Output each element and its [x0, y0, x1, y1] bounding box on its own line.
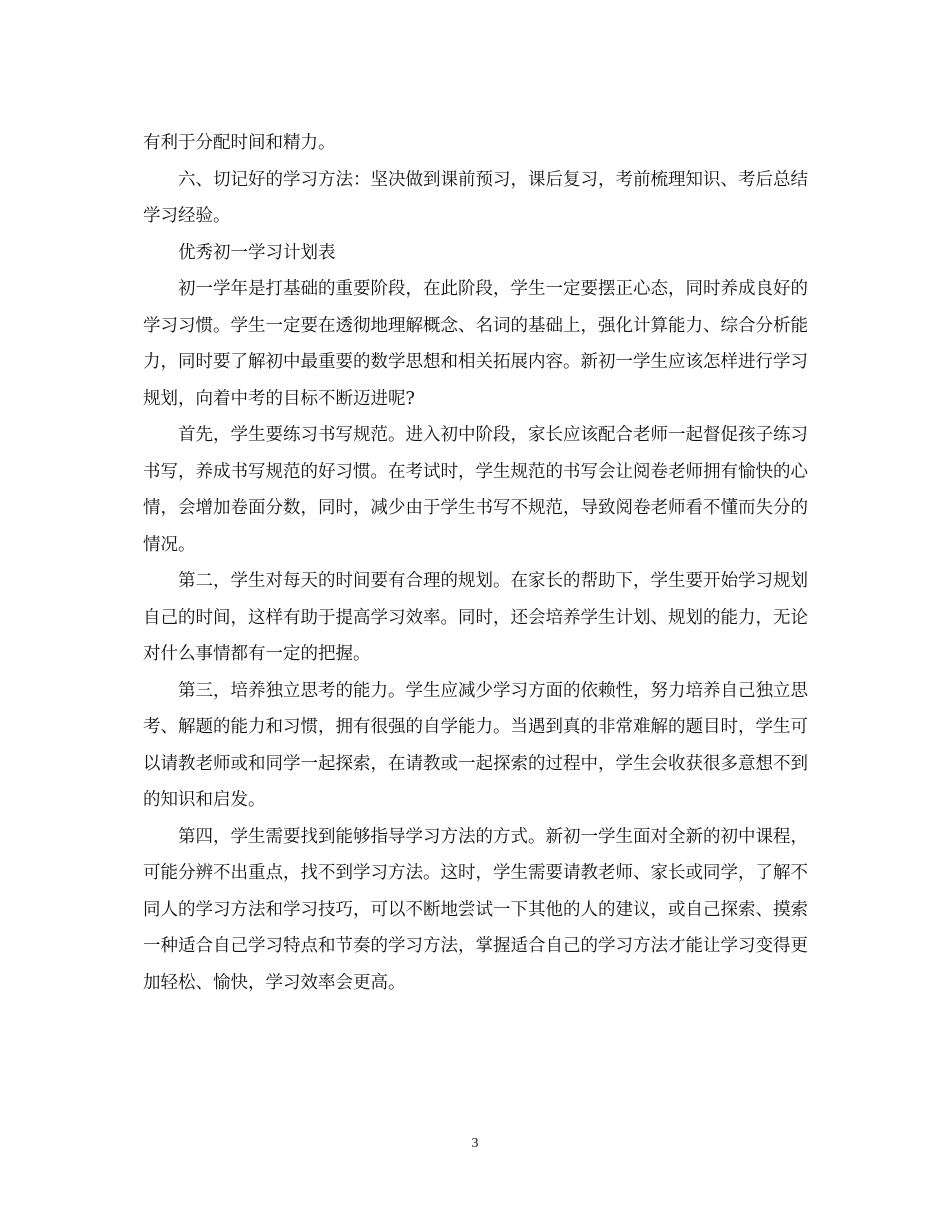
paragraph-intro: 初一学年是打基础的重要阶段，在此阶段，学生一定要摆正心态，同时养成良好的学习习惯。学生一定要在透彻地理解概念、名词的基础上，强化计算能力、综合分析能力，同时要了解初中最重要的数学思想和相关拓展内容。新初一学生应该怎样进行学习规划，向着中考的目标不断迈进呢?	[143, 279, 808, 409]
paragraph-fourth: 第四，学生需要找到能够指导学习方法的方式。新初一学生面对全新的初中课程，可能分辨不出重点，找不到学习方法。这时，学生需要请教老师、家长或同学，了解不同人的学习方法和学习技巧，可以不断地尝试一下其他的人的建议，或自己探索、摸索一种适合自己学习特点和节奏的学习方法，掌握适合自己的学习方法才能让学习变得更加轻松、愉快，学习效率会更高。	[143, 826, 808, 993]
page-body	[143, 125, 808, 1001]
paragraph-continuation: 有利于分配时间和精力。	[143, 133, 336, 153]
section-heading: 优秀初一学习计划表	[178, 242, 336, 263]
paragraph-third: 第三，培养独立思考的能力。学生应减少学习方面的依赖性，努力培养自己独立思考、解题的能力和习惯，拥有很强的自学能力。当遇到真的非常难解的题目时，学生可以请教老师或和同学一起探索，在请教或一起探索的过程中，学生会收获很多意想不到的知识和启发。	[143, 680, 808, 810]
page-number: 3	[471, 1136, 479, 1151]
paragraph-study-method: 六、切记好的学习方法：坚决做到课前预习，课后复习，考前梳理知识、考后总结学习经验。	[143, 169, 808, 226]
paragraph-second: 第二，学生对每天的时间要有合理的规划。在家长的帮助下，学生要开始学习规划自己的时间，这样有助于提高学习效率。同时，还会培养学生计划、规划的能力，无论对什么事情都有一定的把握。	[143, 571, 808, 664]
paragraph-first: 首先，学生要练习书写规范。进入初中阶段，家长应该配合老师一起督促孩子练习书写，养成书写规范的好习惯。在考试时，学生规范的书写会让阅卷老师拥有愉快的心情，会增加卷面分数，同时，减少由于学生书写不规范，导致阅卷老师看不懂而失分的情况。	[143, 425, 808, 555]
